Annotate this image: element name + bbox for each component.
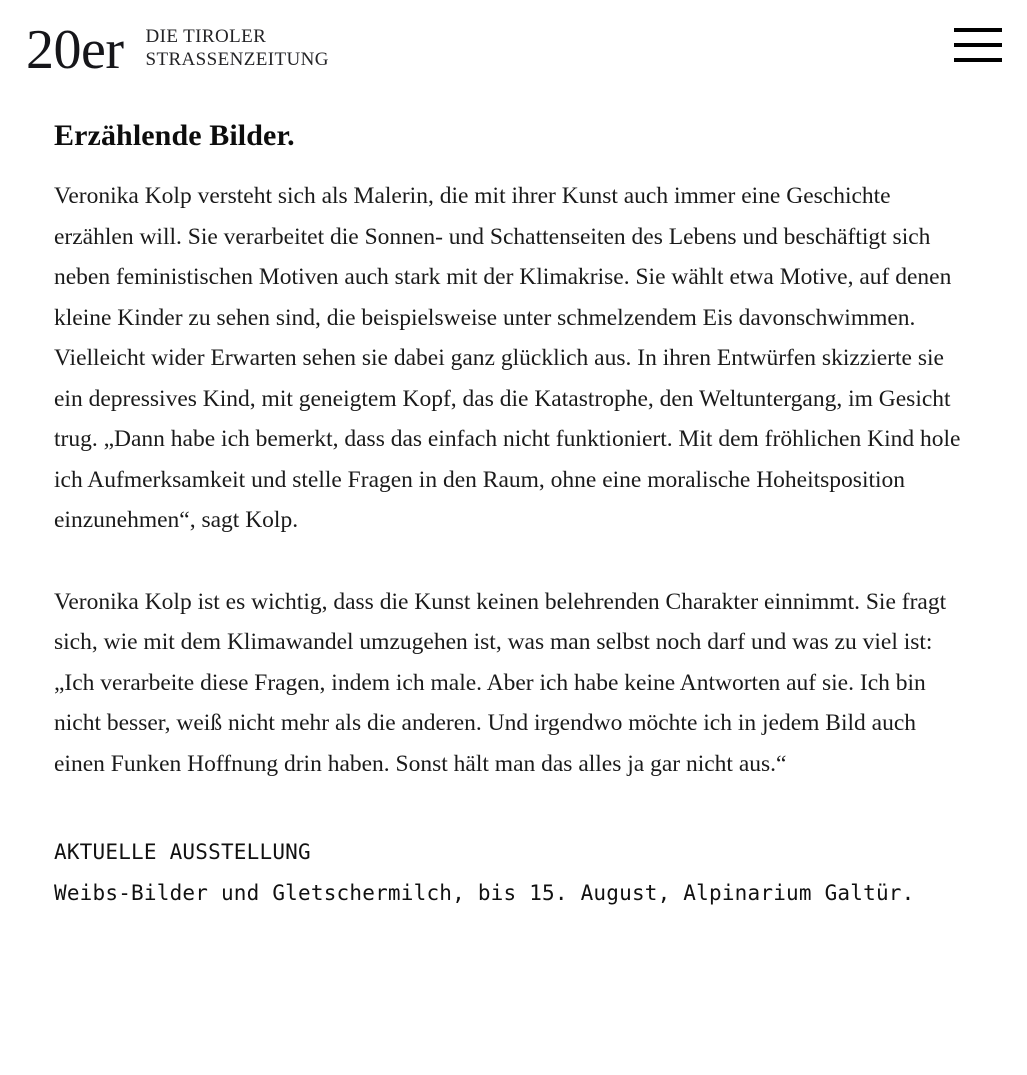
menu-bar-bottom (954, 58, 1002, 62)
site-header (0, 0, 1027, 100)
article-body (54, 176, 972, 784)
exhibition-details: Weibs-Bilder und Gletschermilch, bis 15. August, Alpinarium Galtür. (54, 881, 915, 905)
exhibition-label: AKTUELLE AUSSTELLUNG (54, 840, 311, 864)
page-title: Erzählende Bilder. (54, 119, 295, 152)
hamburger-menu-icon[interactable] (954, 22, 1002, 68)
brand-tagline-line-2: STRASSENZEITUNG (145, 49, 329, 70)
brand-tagline-line-1: DIE TIROLER (145, 26, 267, 47)
article (0, 118, 1027, 914)
exhibition-note (54, 832, 972, 914)
brand-logo: 20er (26, 19, 124, 81)
article-paragraph: Veronika Kolp versteht sich als Malerin, die mit ihrer Kunst auch immer eine Geschichte erzählen will. Sie verarbeitet die Sonnen- und Schattenseiten des Lebens und beschäftigt sich neben feministischen Motiven auch stark mit der Klimakrise. Sie wählt etwa Motive, auf denen kleine Kinder zu sehen sind, die beispielsweise unter schmelzendem Eis davonschwimmen. Vielleicht wider Erwarten sehen sie dabei ganz glücklich aus. In ihren Entwürfen skizzierte sie ein depressives Kind, mit geneigtem Kopf, das die Katastrophe, den Weltuntergang, im Gesicht trug. „Dann habe ich bemerkt, dass das einfach nicht funktioniert. Mit dem fröhlichen Kind hole ich Aufmerksamkeit und stelle Fragen in den Raum, ohne eine moralische Hoheitsposition einzunehmen“, sagt Kolp. (54, 183, 961, 533)
site-brand[interactable] (26, 18, 329, 81)
brand-tagline (146, 25, 329, 71)
menu-bar-top (954, 28, 1002, 32)
menu-bar-middle (954, 43, 1002, 47)
article-paragraph: Veronika Kolp ist es wichtig, dass die Kunst keinen belehrenden Charakter einnimmt. Sie fragt sich, wie mit dem Klimawandel umzugehen ist, was man selbst noch darf und was zu viel ist: „Ich verarbeite diese Fragen, indem ich male. Aber ich habe keine Antworten auf sie. Ich bin nicht besser, weiß nicht mehr als die anderen. Und irgendwo möchte ich in jedem Bild auch einen Funken Hoffnung drin haben. Sonst hält man das alles ja gar nicht aus.“ (54, 588, 947, 777)
